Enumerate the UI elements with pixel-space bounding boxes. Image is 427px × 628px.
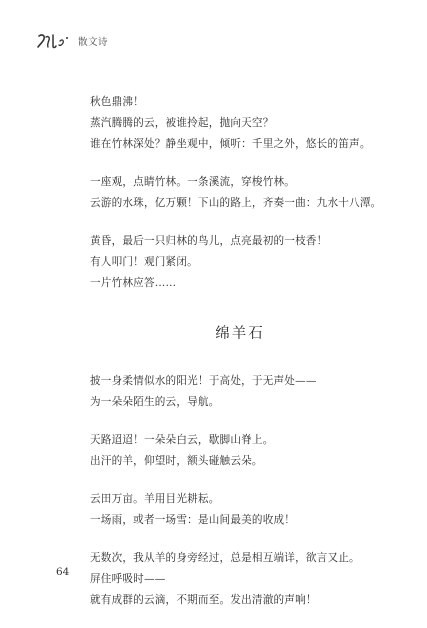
poem-line: 为一朵朵陌生的云，导航。 bbox=[90, 396, 220, 408]
stanza bbox=[90, 548, 390, 611]
poem-line: 天路迢迢！一朵朵白云，歇脚山脊上。 bbox=[90, 434, 274, 446]
section-label: 散文诗 bbox=[78, 37, 109, 48]
poem-line: 云田万亩。羊用目光耕耘。 bbox=[90, 493, 220, 505]
poem-line: 无数次，我从羊的身旁经过，总是相互端详，欲言又止。 bbox=[90, 552, 360, 564]
poem-line: 谁在竹林深处？静坐观中，倾听：千里之外，悠长的笛声。 bbox=[90, 138, 371, 150]
stanza bbox=[90, 231, 390, 294]
stanza bbox=[90, 92, 390, 155]
page-number: 64 bbox=[56, 566, 70, 578]
poem-line: 披一身柔情似水的阳光！于高处，于无声处—— bbox=[90, 375, 317, 387]
poem-line: 秋色鼎沸！ bbox=[90, 96, 144, 108]
poem-line: 云游的水珠，亿万颗！下山的路上，齐奏一曲：九水十八潭。 bbox=[90, 197, 382, 209]
poem-line: 蒸汽腾腾的云，被谁拎起，抛向天空？ bbox=[90, 117, 274, 129]
calligraphy-logo-icon bbox=[36, 32, 70, 50]
poem-line: 就有成群的云滴，不期而至。发出清澈的声响！ bbox=[90, 594, 317, 606]
poem-line: 屏住呼吸时—— bbox=[90, 573, 166, 585]
poem-line: 一片竹林应答…… bbox=[90, 277, 177, 289]
page-body bbox=[90, 92, 390, 628]
running-header bbox=[36, 32, 108, 50]
stanza bbox=[90, 430, 390, 472]
poem-line: 一座观，点睛竹林。一条溪流，穿梭竹林。 bbox=[90, 176, 296, 188]
stanza bbox=[90, 172, 390, 214]
poem-line: 黄昏，最后一只归林的鸟儿，点亮最初的一枝香！ bbox=[90, 235, 328, 247]
stanza bbox=[90, 371, 390, 413]
poem-title: 绵羊石 bbox=[215, 326, 265, 342]
stanza bbox=[90, 489, 390, 531]
poem-line: 一场雨，或者一场雪：是山间最美的收成！ bbox=[90, 514, 296, 526]
bottom-poem-section bbox=[90, 371, 390, 611]
top-poem-section bbox=[90, 92, 390, 294]
poem-line: 有人叩门！观门紧闭。 bbox=[90, 256, 198, 268]
poem-line: 出汗的羊，仰望时，额头碰触云朵。 bbox=[90, 455, 263, 467]
